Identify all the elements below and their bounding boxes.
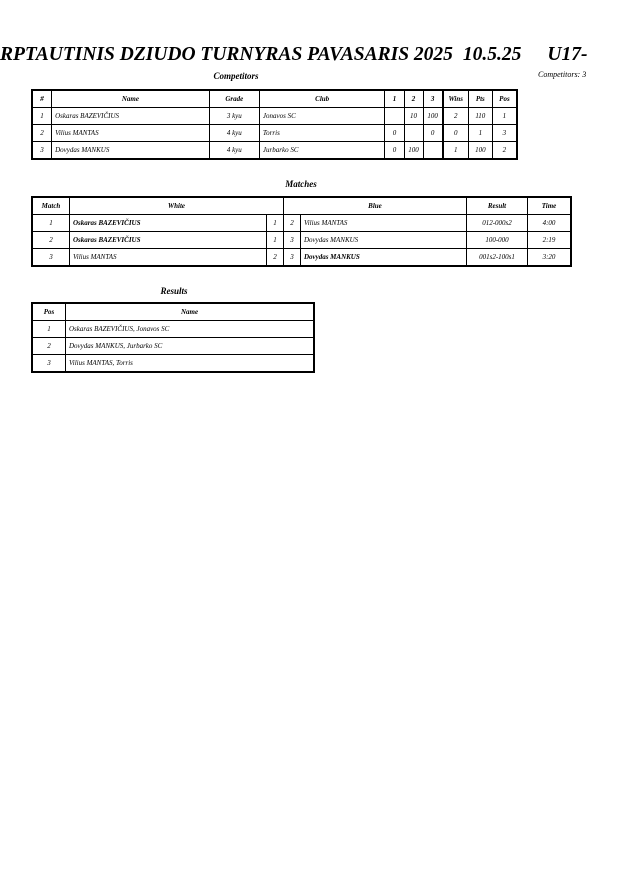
result-row	[32, 355, 314, 373]
match-result: 001s2-100s1	[467, 249, 528, 267]
competitor-score-3: 100	[423, 108, 443, 125]
match-blue-num: 2	[283, 215, 300, 232]
col-club: Club	[259, 90, 385, 108]
col-grade: Grade	[209, 90, 259, 108]
match-number: 1	[32, 215, 70, 232]
match-result: 100-000	[467, 232, 528, 249]
result-pos: 2	[32, 338, 66, 355]
match-time: 3:20	[528, 249, 572, 267]
col-score-2: 2	[404, 90, 423, 108]
result-pos: 1	[32, 321, 66, 338]
match-time: 2:19	[528, 232, 572, 249]
competitor-club: Torris	[259, 125, 385, 142]
col-blue: Blue	[283, 197, 466, 215]
competitor-score-2	[404, 125, 423, 142]
col-score-1: 1	[385, 90, 404, 108]
col-num: #	[32, 90, 52, 108]
match-result: 012-000s2	[467, 215, 528, 232]
competitor-pos: 3	[492, 125, 517, 142]
competitor-score-3: 0	[423, 125, 443, 142]
col-match: Match	[32, 197, 70, 215]
match-blue-num: 3	[283, 249, 300, 267]
match-blue-name: Dovydas MANKUS	[300, 249, 466, 267]
result-row	[32, 321, 314, 338]
competitor-wins: 2	[443, 108, 469, 125]
col-time: Time	[528, 197, 572, 215]
result-name: Vilius MANTAS, Torris	[66, 355, 315, 373]
competitor-score-2: 100	[404, 142, 423, 160]
match-white-name: Oskaras BAZEVIČIUS	[70, 215, 267, 232]
result-row	[32, 338, 314, 355]
tournament-date: 10.5.25	[462, 44, 522, 65]
match-row	[32, 232, 571, 249]
competitor-num: 1	[32, 108, 52, 125]
competitor-pos: 1	[492, 108, 517, 125]
col-result-pos: Pos	[32, 303, 66, 321]
result-name: Dovydas MANKUS, Jurbarko SC	[66, 338, 315, 355]
competitor-pts: 1	[468, 125, 492, 142]
matches-table	[31, 196, 572, 267]
match-time: 4:00	[528, 215, 572, 232]
competitors-count: Competitors: 3	[538, 70, 587, 79]
results-header-row	[32, 303, 314, 321]
competitor-club: Jonavos SC	[259, 108, 385, 125]
match-white-num: 1	[266, 215, 283, 232]
col-score-3: 3	[423, 90, 443, 108]
match-number: 2	[32, 232, 70, 249]
competitor-score-1: 0	[385, 125, 404, 142]
match-white-name: Vilius MANTAS	[70, 249, 267, 267]
competitor-club: Jurbarko SC	[259, 142, 385, 160]
competitor-score-1: 0	[385, 142, 404, 160]
competitor-pts: 110	[468, 108, 492, 125]
result-name: Oskaras BAZEVIČIUS, Jonavos SC	[66, 321, 315, 338]
competitor-num: 3	[32, 142, 52, 160]
competitor-row	[32, 108, 517, 125]
results-section-title: Results	[160, 286, 188, 296]
competitor-grade: 3 kyu	[209, 108, 259, 125]
match-row	[32, 215, 571, 232]
col-name: Name	[52, 90, 210, 108]
competitor-num: 2	[32, 125, 52, 142]
competitors-section-title: Competitors	[213, 71, 259, 81]
tournament-title: RPTAUTINIS DZIUDO TURNYRAS PAVASARIS 2025	[0, 44, 453, 65]
match-white-num: 2	[266, 249, 283, 267]
col-result: Result	[467, 197, 528, 215]
results-table	[31, 302, 315, 373]
competitor-wins: 1	[443, 142, 469, 160]
match-white-num: 1	[266, 232, 283, 249]
competitor-row	[32, 142, 517, 160]
competitors-header-row	[32, 90, 517, 108]
competitor-score-3	[423, 142, 443, 160]
result-pos: 3	[32, 355, 66, 373]
competitor-name: Dovydas MANKUS	[52, 142, 210, 160]
competitor-wins: 0	[443, 125, 469, 142]
matches-header-row	[32, 197, 571, 215]
competitor-grade: 4 kyu	[209, 125, 259, 142]
match-number: 3	[32, 249, 70, 267]
competitor-name: Vilius MANTAS	[52, 125, 210, 142]
competitor-score-1	[385, 108, 404, 125]
competitor-name: Oskaras BAZEVIČIUS	[52, 108, 210, 125]
competitor-pos: 2	[492, 142, 517, 160]
match-blue-name: Dovydas MANKUS	[300, 232, 466, 249]
match-blue-name: Vilius MANTAS	[300, 215, 466, 232]
col-result-name: Name	[66, 303, 315, 321]
competitor-score-2: 10	[404, 108, 423, 125]
tournament-category: U17-	[547, 44, 588, 65]
match-white-name: Oskaras BAZEVIČIUS	[70, 232, 267, 249]
col-pos: Pos	[492, 90, 517, 108]
col-white: White	[70, 197, 284, 215]
match-row	[32, 249, 571, 267]
competitor-pts: 100	[468, 142, 492, 160]
match-blue-num: 3	[283, 232, 300, 249]
col-wins: Wins	[443, 90, 469, 108]
competitor-row	[32, 125, 517, 142]
col-pts: Pts	[468, 90, 492, 108]
competitors-table	[31, 89, 518, 160]
competitor-grade: 4 kyu	[209, 142, 259, 160]
matches-section-title: Matches	[285, 179, 317, 189]
page-title	[0, 44, 630, 66]
